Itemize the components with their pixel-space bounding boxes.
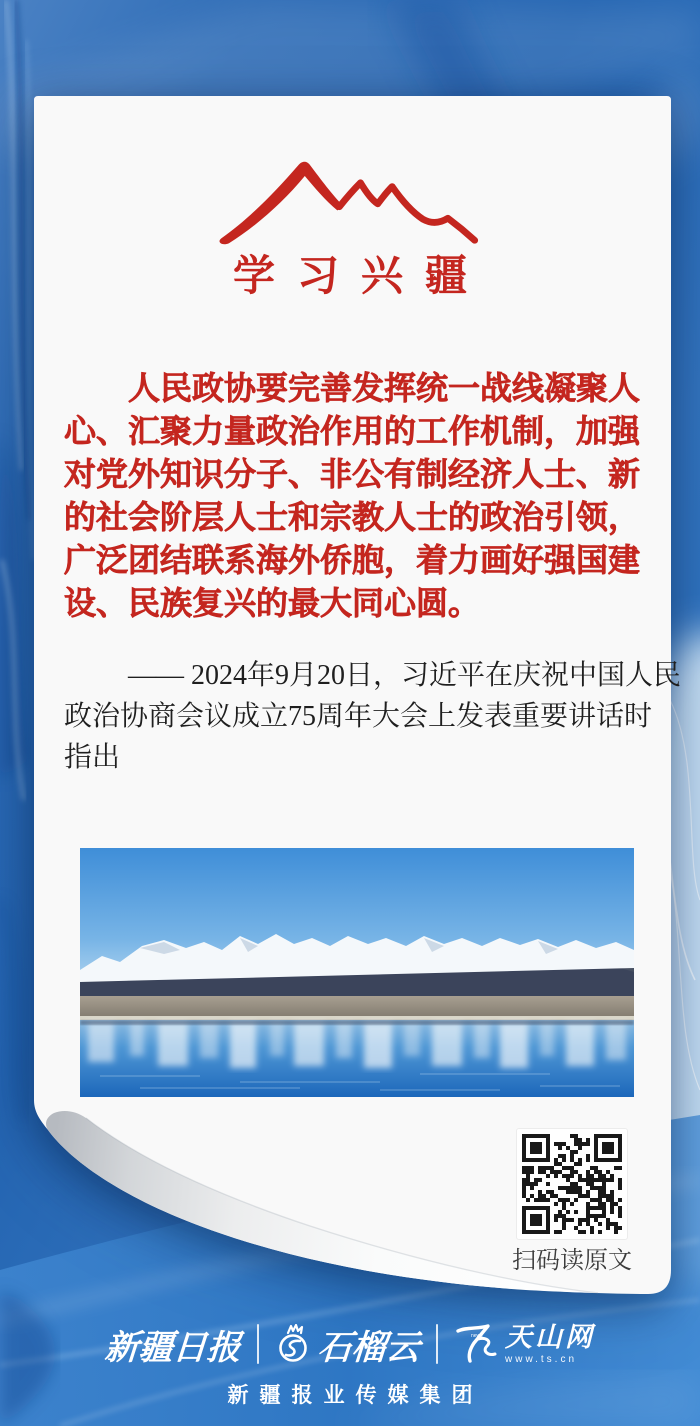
shiliu-cloud-label: 石榴云: [316, 1327, 422, 1368]
quote-text: [64, 367, 646, 625]
quote-line: 广泛团结联系海外侨胞，着力画好强国建: [64, 542, 641, 578]
quote-line: 人民政协要完善发挥统一战线凝聚人: [128, 370, 641, 406]
tianshan-icon: [454, 1323, 498, 1365]
attribution-line: 指出: [64, 742, 121, 773]
attribution-line: —— 2024年9月20日，习近平在庆祝中国人民: [128, 660, 682, 691]
xinjiang-daily-logo: 新疆日报: [103, 1327, 243, 1368]
pomegranate-icon: [275, 1324, 311, 1364]
mountain-logo-icon: [210, 152, 486, 248]
tianshan-net-label: 天山网: [505, 1321, 595, 1353]
quote-line: 的社会阶层人士和宗教人士的政治引领，: [64, 499, 641, 535]
tianshan-net-logo: [454, 1323, 595, 1365]
quote-line: 对党外知识分子、非公有制经济人士、新: [64, 456, 641, 492]
svg-text:news: news: [471, 1333, 483, 1339]
quote-line: 设、民族复兴的最大同心圆。: [64, 585, 481, 621]
lake-photo: [80, 848, 634, 1097]
footer: [0, 1318, 700, 1409]
divider: [436, 1324, 438, 1364]
quote-attribution: [64, 655, 682, 778]
brand-title: 学习兴疆: [232, 251, 489, 300]
quote-line: 心、汇聚力量政治作用的工作机制，加强: [64, 413, 641, 449]
qr-caption: 扫码读原文: [512, 1247, 632, 1274]
footer-brand-row: [0, 1318, 700, 1370]
qr-code-pattern: [522, 1134, 622, 1234]
divider: [257, 1324, 259, 1364]
shiliu-cloud-logo: [275, 1320, 420, 1369]
qr-code: [516, 1128, 628, 1240]
tianshan-net-url: www.ts.cn: [505, 1353, 578, 1365]
media-group-name: 新疆报业传媒集团: [227, 1384, 484, 1407]
attribution-line: 政治协商会议成立75周年大会上发表重要讲话时: [64, 701, 653, 732]
